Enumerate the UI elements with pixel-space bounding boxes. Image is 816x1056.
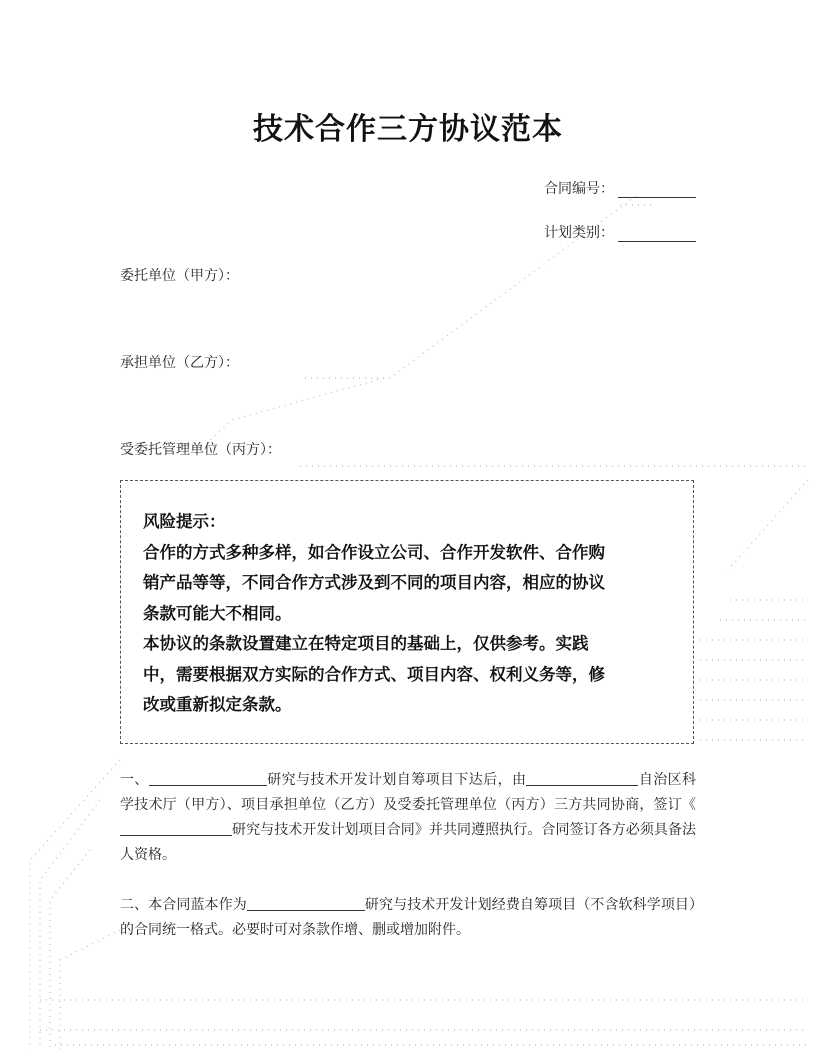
clause-two-prefix: 二、本合同蓝本作为 (120, 897, 247, 913)
risk-notice-line: 中，需要根据双方实际的合作方式、项目内容、权利义务等，修 (143, 664, 605, 684)
risk-notice-heading: 风险提示： (143, 512, 226, 531)
party-a-label: 委托单位（甲方）： (120, 268, 239, 284)
risk-notice-line: 条款可能大不相同。 (143, 603, 292, 623)
page-title: 技术合作三方协议范本 (253, 112, 563, 147)
contract-number-blank (618, 181, 696, 198)
clause-one (120, 768, 696, 868)
blank-underline (247, 896, 365, 911)
plan-type-label: 计划类别： (544, 225, 614, 241)
clause-one-text-3: 研究与技术开发计划项目合同》并共同遵照执行。合同签订各方必须具备法人资格。 (120, 822, 696, 863)
plan-type-row (544, 222, 696, 242)
clause-two (120, 893, 696, 943)
blank-underline (120, 821, 232, 836)
risk-notice-line: 改或重新拟定条款。 (143, 695, 292, 714)
clause-one-prefix: 一、 (120, 772, 149, 788)
party-b-label: 承担单位（乙方）： (120, 355, 239, 371)
contract-number-row (544, 178, 696, 198)
clause-one-text-1: 研究与技术开发计划自筹项目下达后，由 (266, 772, 527, 788)
risk-notice-line: 本协议的条款设置建立在特定项目的基础上，仅供参考。实践 (143, 634, 589, 653)
clause-one-text-2: 自治区科学技术厅（甲方）、项目承担单位（乙方）及受委托管理单位（丙方）三方共同协商，签订《 (120, 772, 697, 813)
risk-notice-line: 合作的方式多种多样，如合作设立公司、合作开发软件、合作购 (143, 542, 605, 562)
risk-notice-box (120, 480, 694, 744)
risk-notice-line: 销产品等等，不同合作方式涉及到不同的项目内容，相应的协议 (143, 573, 605, 592)
contract-number-label: 合同编号： (544, 181, 614, 197)
party-c-label: 受委托管理单位（丙方）： (120, 442, 281, 458)
blank-underline (149, 771, 267, 786)
plan-type-blank (618, 225, 696, 242)
clause-two-text: 研究与技术开发计划经费自筹项目（不含软科学项目）的合同统一格式。必要时可对条款作增、删或增加附件。 (120, 897, 697, 938)
blank-underline (526, 771, 638, 786)
